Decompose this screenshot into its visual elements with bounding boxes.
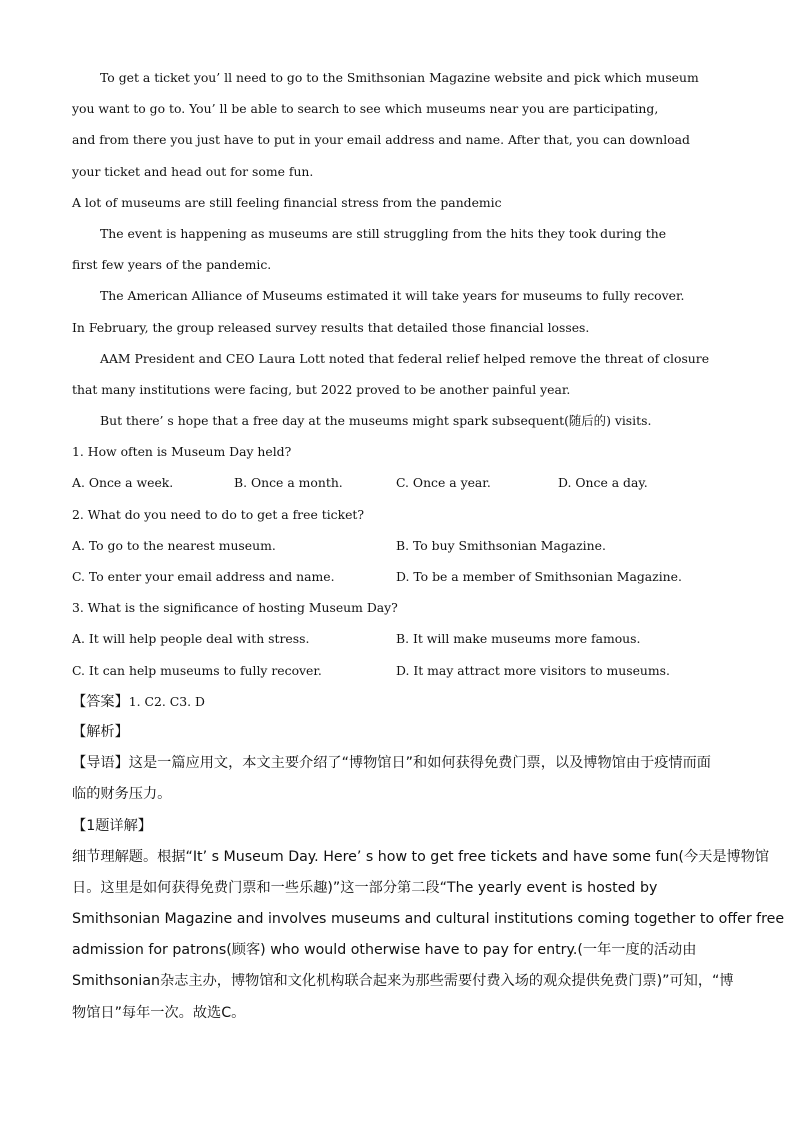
answer-line bbox=[72, 686, 724, 717]
question-stem: 2. What do you need to do to get a free ticket? bbox=[72, 506, 365, 522]
option-c: C. To enter your email address and name. bbox=[72, 569, 335, 584]
option-c: C. It can help museums to fully recover. bbox=[72, 662, 322, 678]
option-b: B. To buy Smithsonian Magazine. bbox=[396, 537, 606, 553]
option-row bbox=[72, 623, 724, 654]
guide-label: 【导语】 bbox=[72, 755, 129, 772]
option-d: D. To be a member of Smithsonian Magazine. bbox=[396, 569, 682, 584]
option-b: B. Once a month. bbox=[234, 475, 343, 491]
option-row bbox=[72, 655, 724, 686]
paragraph-line: The event is happening as museums are still struggling from the hits they took during the bbox=[100, 225, 667, 241]
analysis-label: 【解析】 bbox=[72, 723, 129, 740]
guide-line-2: 临的财务压力。 bbox=[72, 786, 172, 803]
paragraph-line: first few years of the pandemic. bbox=[72, 257, 272, 273]
detail-line: 细节理解题。根据“It’ s Museum Day. Here’ s how to get free tickets and have some fun(今天是博物馆 bbox=[72, 848, 770, 865]
paragraph-line: The American Alliance of Museums estimated it will take years for museums to fully recover. bbox=[100, 288, 685, 304]
option-a: A. It will help people deal with stress. bbox=[72, 631, 310, 647]
detail-line: Smithsonian杂志主办，博物馆和文化机构联合起来为那些需要付费入场的观众提供免费门票)”可知，“博 bbox=[72, 973, 734, 990]
paragraph-line: But there’ s hope that a free day at the museums might spark subsequent(随后的) visits. bbox=[100, 413, 652, 429]
paragraph-line: that many institutions were facing, but 2022 proved to be another painful year. bbox=[72, 381, 571, 397]
paragraph-line: AAM President and CEO Laura Lott noted that federal relief helped remove the threat of closure bbox=[100, 350, 710, 366]
guide-line bbox=[72, 748, 724, 779]
question-stem: 3. What is the significance of hosting Museum Day? bbox=[72, 600, 398, 616]
guide-text: 这是一篇应用文，本文主要介绍了“博物馆日”和如何获得免费门票，以及博物馆由于疫情而面 bbox=[128, 755, 711, 772]
paragraph-line: and from there you just have to put in your email address and name. After that, you can download bbox=[72, 132, 690, 148]
option-row bbox=[72, 530, 724, 561]
paragraph-line: To get a ticket you’ ll need to go to the Smithsonian Magazine website and pick which museum bbox=[100, 70, 699, 85]
question-stem: 1. How often is Museum Day held? bbox=[72, 444, 292, 460]
detail-line: admission for patrons(顾客) who would otherwise have to pay for entry.(一年一度的活动由 bbox=[72, 942, 697, 959]
option-a: A. To go to the nearest museum. bbox=[72, 537, 276, 553]
subheading: A lot of museums are still feeling financial stress from the pandemic bbox=[72, 194, 502, 210]
option-c: C. Once a year. bbox=[396, 475, 491, 491]
option-row bbox=[72, 467, 724, 498]
paragraph-line: your ticket and head out for some fun. bbox=[72, 163, 314, 179]
paragraph-line: In February, the group released survey results that detailed those financial losses. bbox=[72, 319, 590, 335]
option-d: D. It may attract more visitors to museums. bbox=[396, 662, 670, 678]
option-d: D. Once a day. bbox=[558, 475, 648, 491]
answer-label: 【答案】 bbox=[72, 693, 129, 710]
document-page bbox=[72, 62, 785, 1029]
detail-line: 物馆日”每年一次。故选C。 bbox=[72, 1004, 246, 1021]
detail-label: 【1题详解】 bbox=[72, 817, 152, 834]
paragraph-line: you want to go to. You’ ll be able to search to see which museums near you are participating, bbox=[72, 101, 659, 117]
option-row bbox=[72, 561, 724, 592]
detail-line: 日。这里是如何获得免费门票和一些乐趣)”这一部分第二段“The yearly event is hosted by bbox=[72, 879, 658, 896]
answer-text: 1. C2. C3. D bbox=[128, 693, 205, 709]
detail-line: Smithsonian Magazine and involves museums and cultural institutions coming together to offer free bbox=[72, 911, 785, 928]
option-b: B. It will make museums more famous. bbox=[396, 631, 641, 647]
option-a: A. Once a week. bbox=[72, 475, 174, 491]
